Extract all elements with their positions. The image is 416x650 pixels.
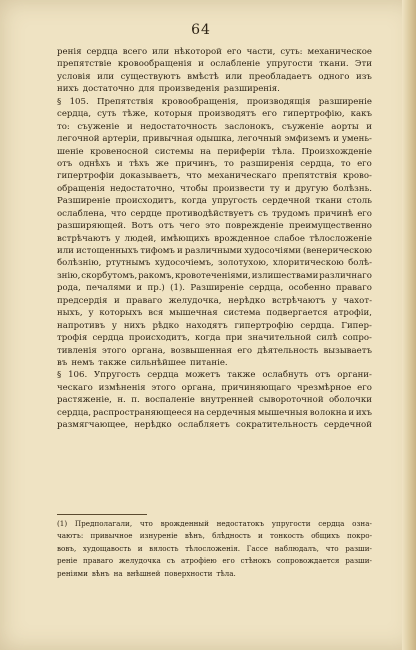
text-line: размягчающее, нерѣдко ослабляетъ сократительность сердечной — [57, 420, 372, 431]
text-line: § 105. Препятствія кровообращенія, производящія разширеніе — [57, 96, 372, 107]
text-line: § 106. Упругость сердца можетъ также ослабнуть отъ органи- — [57, 370, 372, 381]
text-line: сердца, суть тѣже, которыя производятъ его гипертрофію, какъ — [57, 109, 372, 120]
page-number: 64 — [191, 22, 211, 38]
text-line: отъ однѣхъ и тѣхъ же причинъ, то разширенія сердца, то его — [57, 158, 372, 169]
text-line: обращенія недостаточно, чтобы произвести ту и другую болѣзнь. — [57, 183, 372, 194]
text-line: препятствіе кровообращенія и ослабленіе упругости ткани. Эти — [57, 59, 372, 70]
text-line: ослаблена, что сердце противодѣйствуетъ съ трудомъ причинѣ его — [57, 208, 372, 219]
text-line: нихъ достаточно для произведенія разширенія. — [57, 84, 280, 95]
text-line: условія или существуютъ вмѣстѣ или преобладаетъ одного изъ — [57, 71, 372, 82]
text-line: тивленія этого органа, возвышенная его дѣятельность вызываетъ — [57, 345, 372, 356]
text-line: чаютъ: привычное изнуреніе вѣнъ, блѣдность и тонкость общихъ покро- — [57, 531, 372, 541]
text-line: напротивъ у нихъ рѣдко находятъ гипертрофію сердца. Гипер- — [57, 320, 372, 331]
page-edge — [402, 0, 416, 650]
footnote — [57, 518, 372, 580]
body-text — [57, 46, 372, 432]
text-line: знію, скорбутомъ, ракомъ, кровотеченіями, излишествами различнаго — [57, 270, 372, 281]
text-line: предсердія и праваго желудочка, нерѣдко встрѣчаютъ у чахот- — [57, 295, 372, 306]
text-line: въ немъ также сильнѣйшее питаніе. — [57, 357, 228, 368]
text-line: реніе праваго желудочка съ атрофіею его стѣнокъ сопровождается разши- — [57, 556, 372, 566]
text-line: то: съуженіе и недостаточность заслонокъ, съуженіе аорты и — [57, 121, 372, 132]
footnote-divider — [57, 514, 147, 515]
text-line: ренія сердца всего или нѣкоторой его части, суть: механическое — [57, 47, 372, 57]
text-line: (1) Предполагали, что врожденный недостатокъ упругости сердца озна- — [57, 519, 372, 528]
text-line: разширяющей. Вотъ отъ чего это поврежденіе преимущественно — [57, 221, 372, 232]
text-line: ныхъ, у которыхъ вся мышечная система подвергается атрофіи, — [57, 308, 372, 319]
text-line: вовъ, худощавость и вялость тѣлосложенія. Гассе наблюдалъ, что разши- — [57, 543, 372, 553]
text-line: рода, печалями и пр.) (1). Разширеніе сердца, особенно праваго — [57, 283, 372, 294]
text-line: трофія сердца происходитъ, когда при значительной силѣ сопро- — [57, 333, 372, 344]
text-line: болѣзнію, ртутнымъ худосочіемъ, золотухою, хлоритическою болѣ- — [57, 258, 372, 269]
text-line: сердца, распространяющееся на сердечныя мышечныя волокна и ихъ — [57, 407, 372, 418]
text-line: ческаго измѣненія этого органа, причиняющаго чрезмѣрное его — [57, 382, 372, 393]
text-line: растяженіе, н. п. воспаленіе внутренней сывороточной оболочки — [57, 395, 372, 406]
text-line: встрѣчаютъ у людей, имѣющихъ врожденное слабое тѣлосложеніе — [57, 233, 372, 244]
text-line: Разширеніе происходитъ, когда упругость сердечной ткани столь — [57, 196, 372, 207]
text-line: или истощенныхъ тифомъ и различными худосочіями (венерическою — [57, 246, 372, 256]
text-line: шеніе кровеносной системы на периферіи тѣла. Произхожденіе — [57, 146, 372, 157]
text-line: реніями вѣнъ на внѣшней поверхности тѣла. — [57, 568, 236, 578]
text-line: легочной артеріи, привычная одышка, легочный эмфиземъ и умень- — [57, 134, 372, 145]
text-line: гипертрофіи доказываетъ, что механическаго препятствія крово- — [57, 171, 372, 182]
